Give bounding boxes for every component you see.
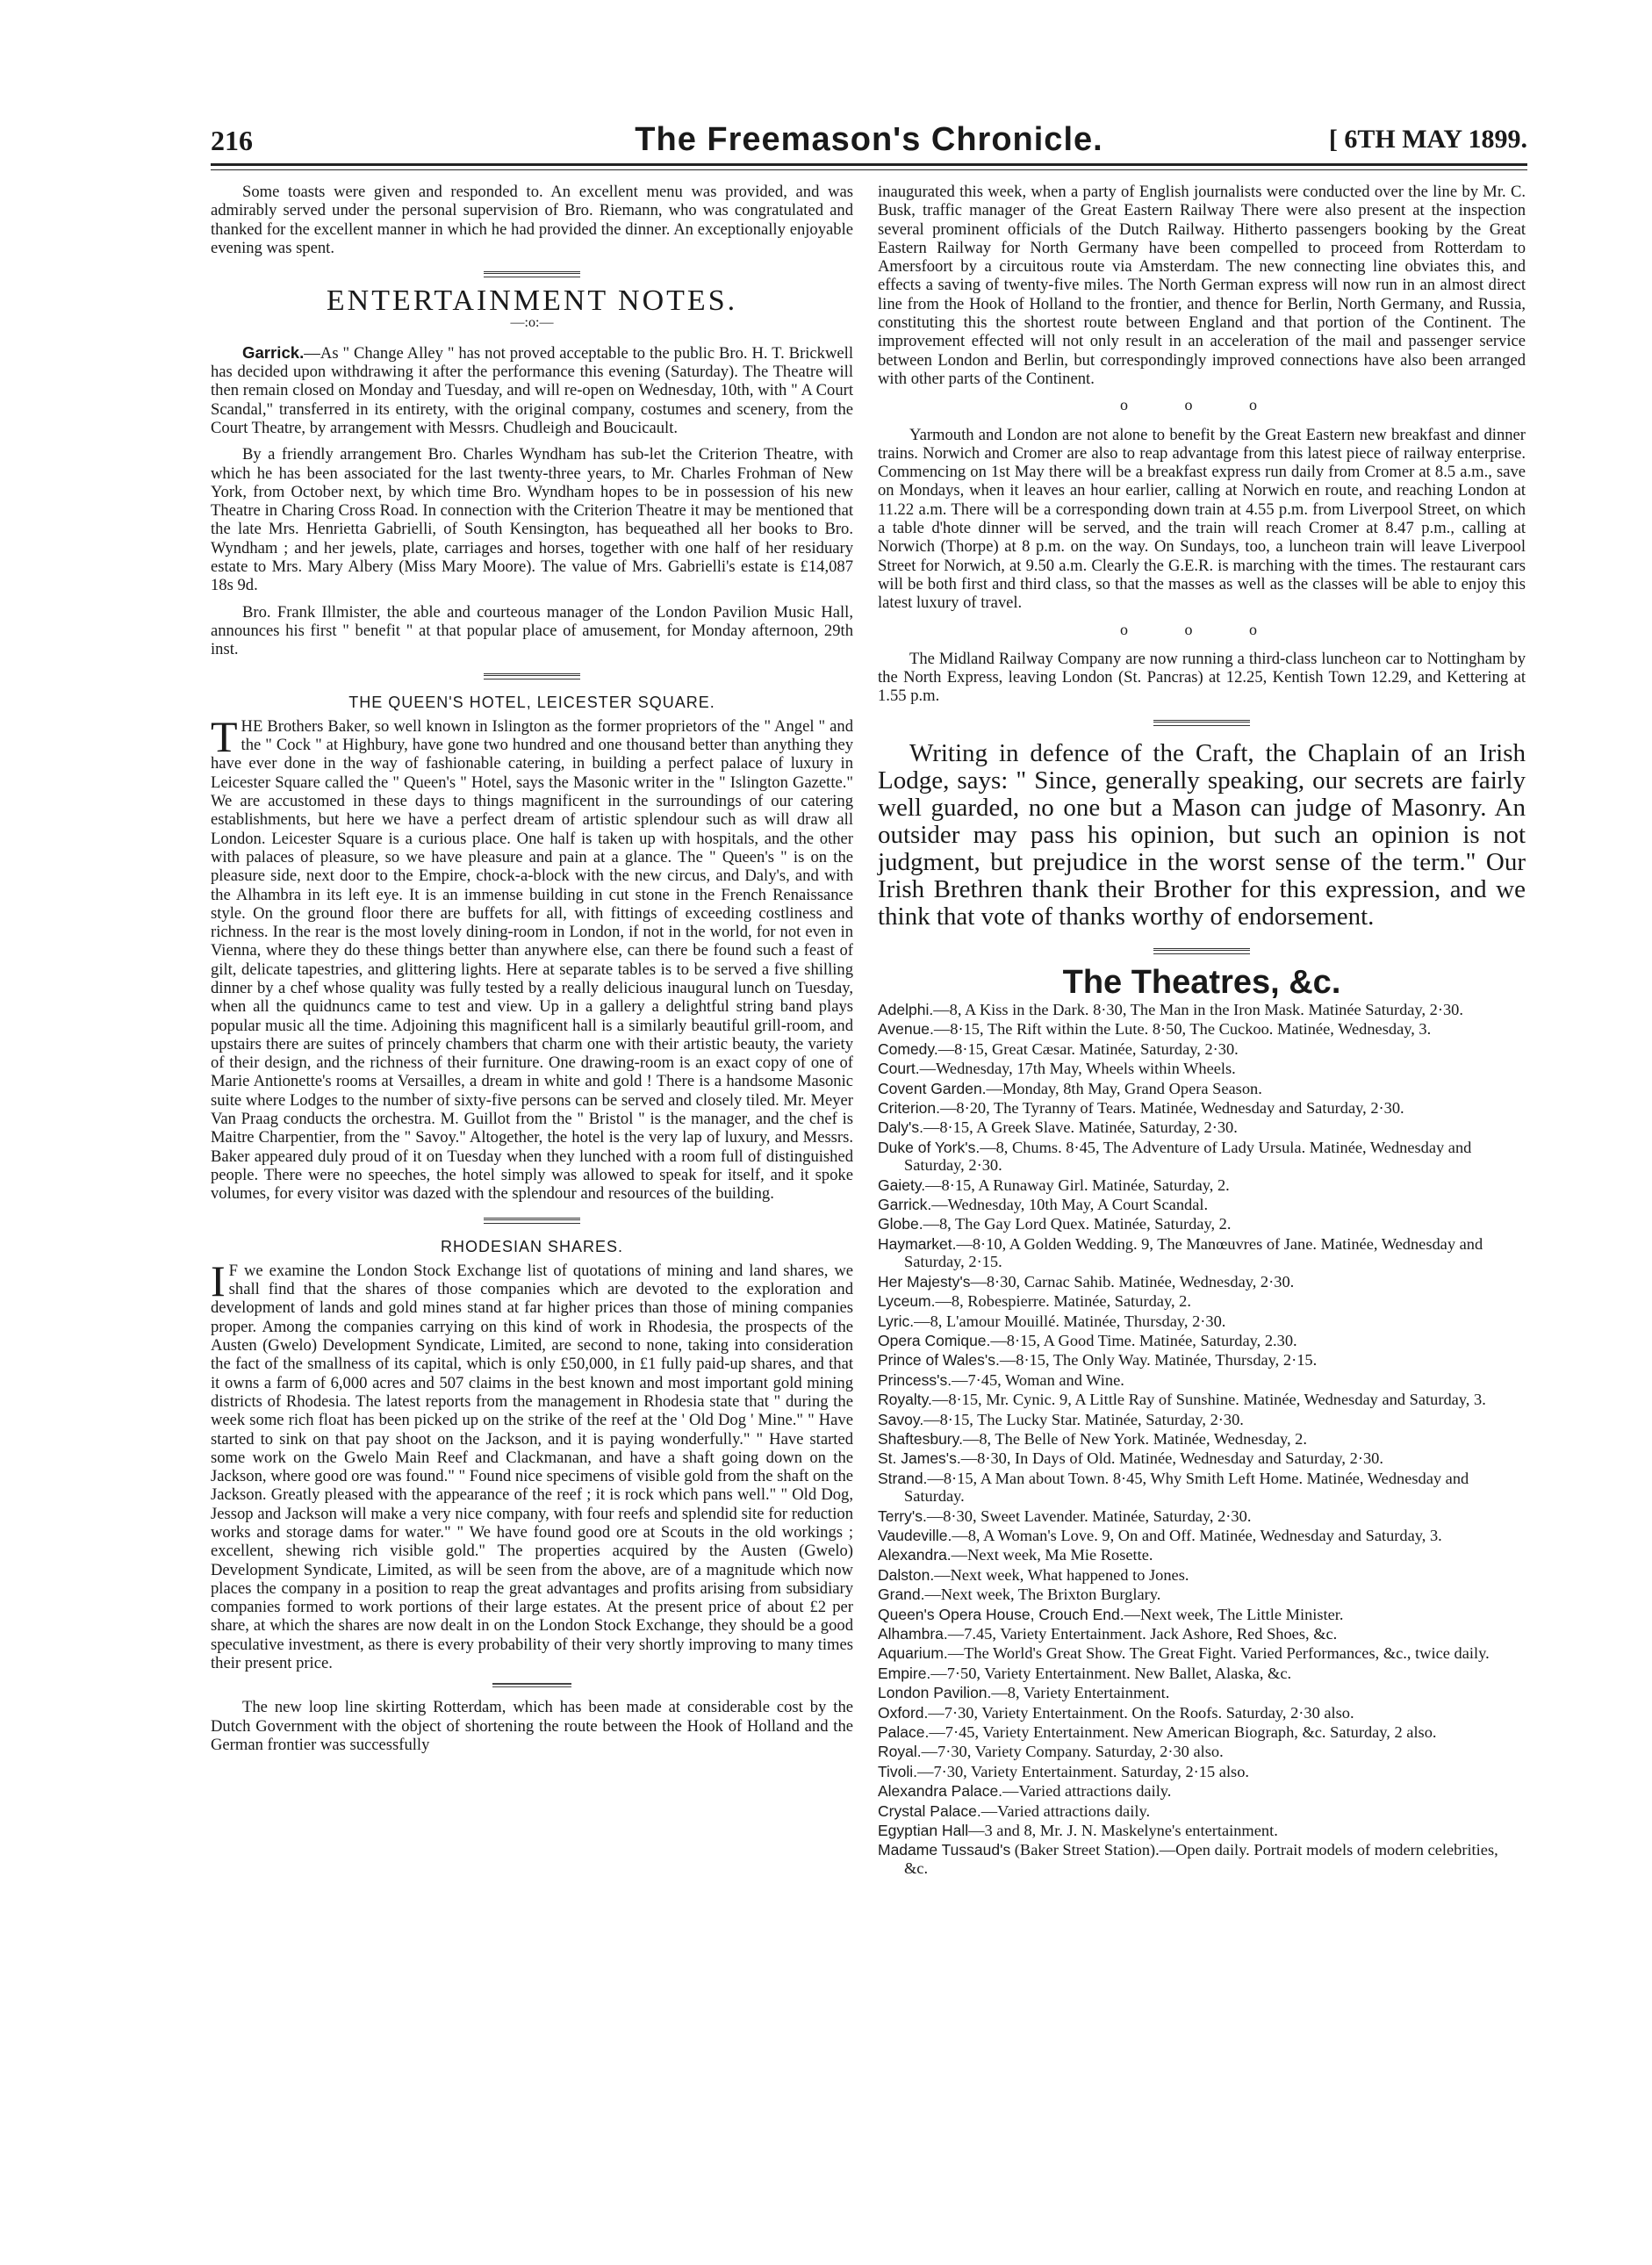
theatre-programme: —7·30, Variety Entertainment. On the Roofs. Saturday, 2·30 also.	[928, 1703, 1354, 1722]
garrick-paragraph	[211, 343, 853, 437]
theatre-listing	[878, 1411, 1526, 1428]
theatre-programme: —8·15, A Good Time. Matinée, Saturday, 2.30.	[990, 1331, 1297, 1349]
theatre-listing	[878, 1644, 1526, 1662]
theatre-name: Royal.	[878, 1743, 922, 1761]
theatre-programme: —8, L'amour Mouillé. Matinée, Thursday, 2·30.	[914, 1312, 1226, 1330]
theatre-listing	[878, 1351, 1526, 1369]
theatre-programme: —8, A Woman's Love. 9, On and Off. Matinée, Wednesday and Saturday, 3.	[952, 1526, 1442, 1544]
theatre-name: Alexandra Palace.	[878, 1782, 1003, 1801]
theatre-programme: —8·15, A Man about Town. 8·45, Why Smith Left Home. Matinée, Wednesday and Saturday.	[904, 1469, 1469, 1506]
section-separator	[1153, 948, 1250, 954]
theatre-programme: —8·10, A Golden Wedding. 9, The Manœuvres of Jane. Matinée, Wednesday and Saturday, 2·15.	[904, 1234, 1483, 1271]
theatre-listing	[878, 1139, 1526, 1175]
theatre-listing	[878, 1020, 1526, 1038]
theatre-name: Palace.	[878, 1723, 930, 1742]
theatre-listing	[878, 1802, 1526, 1820]
section-separator	[1153, 720, 1250, 726]
theatre-programme: (Baker Street Station).—Open daily. Portrait models of modern celebrities, &c.	[904, 1841, 1498, 1877]
theatre-programme: —Wednesday, 10th May, A Court Scandal.	[931, 1196, 1209, 1214]
theatre-listing	[878, 1060, 1526, 1077]
theatre-programme: —8·15, A Greek Slave. Matinée, Saturday, 2·30.	[923, 1118, 1238, 1137]
theatre-listing	[878, 1684, 1526, 1701]
theatre-listing	[878, 1273, 1526, 1291]
theatre-name: Strand.	[878, 1469, 928, 1487]
theatre-programme: —8·20, The Tyranny of Tears. Matinée, Wednesday and Saturday, 2·30.	[940, 1099, 1404, 1118]
theatre-listing	[878, 1371, 1526, 1389]
theatre-listing	[878, 1841, 1526, 1877]
newspaper-title: The Freemason's Chronicle.	[635, 121, 1103, 158]
theatre-programme: —Wednesday, 17th May, Wheels within Wheels.	[919, 1060, 1236, 1078]
theatre-listing	[878, 1546, 1526, 1564]
theatre-programme: —8, The Belle of New York. Matinée, Wednesday, 2.	[962, 1429, 1307, 1448]
theatre-name: Shaftesbury.	[878, 1429, 963, 1448]
theatre-programme: —8·15, The Only Way. Matinée, Thursday, 2·15.	[999, 1351, 1318, 1370]
theatre-programme: —Next week, The Little Minister.	[1124, 1605, 1344, 1623]
section-separator	[484, 271, 580, 277]
theatre-listing	[878, 1665, 1526, 1682]
section-separator	[492, 1683, 571, 1687]
theatre-listing	[878, 1822, 1526, 1839]
theatre-programme: —7·50, Variety Entertainment. New Ballet, Alaska, &c.	[930, 1664, 1292, 1682]
theatre-listing	[878, 1312, 1526, 1330]
theatre-name: Grand.	[878, 1586, 925, 1604]
theatre-name: Globe.	[878, 1215, 923, 1233]
loop-line-paragraph: The new loop line skirting Rotterdam, which has been made at considerable cost by the Dutch Government with the object of shortening the route between the Hook of Holland and the German frontier was successfully	[211, 1698, 853, 1754]
theatre-programme: —8, Robespierre. Matinée, Saturday, 2.	[935, 1292, 1191, 1311]
theatre-name: Gaiety.	[878, 1176, 926, 1194]
theatre-name: Opera Comique.	[878, 1331, 991, 1349]
theatre-name: Queen's Opera House, Crouch End.	[878, 1605, 1124, 1623]
yarmouth-paragraph: Yarmouth and London are not alone to benefit by the Great Eastern new breakfast and dinner trains. Norwich and Cromer are also to reap advantage from this latest piece of railway enterprise. Commencing on 1st May there will be a breakfast express run daily from Cromer at 8.5 a.m., save on Mondays, when it leaves an hour earlier, calling at Norwich en route, and reaching London at 11.22 a.m. There will be a corresponding down train at 4.55 p.m. from Liverpool Street, on which a table d'hote dinner will be served, and the train will reach Cromer at 8.47 p.m., calling at Norwich (Thorpe) at 8 p.m. on the way. On Sundays, too, a luncheon train will leave Liverpool Street for Norwich, at 9.50 a.m. Clearly the G.E.R. is marching with the times. The restaurant cars will be both first and third class, so that the masses as well as the classes will be able to enjoy this latest luxury of travel.	[878, 425, 1526, 613]
theatre-name: Dalston.	[878, 1565, 935, 1584]
ornament-divider: o o o	[1120, 396, 1283, 414]
queens-hotel-heading: THE QUEEN'S HOTEL, LEICESTER SQUARE.	[348, 693, 715, 711]
theatre-listing	[878, 1001, 1526, 1018]
theatre-listing	[878, 1430, 1526, 1448]
theatre-name: Prince of Wales's.	[878, 1351, 1000, 1370]
illmister-paragraph: Bro. Frank Illmister, the able and courteous manager of the London Pavilion Music Hall, announces his first " benefit " at that popular place of amusement, for Monday afternoon, 29th inst.	[211, 602, 853, 659]
header-rule-thin	[211, 169, 1527, 170]
theatres-heading: The Theatres, &c.	[1062, 963, 1341, 1001]
theatre-listing	[878, 1080, 1526, 1097]
theatre-listing	[878, 1196, 1526, 1213]
theatre-name: Princess's.	[878, 1370, 952, 1389]
page-header	[211, 121, 1527, 165]
theatre-name: Her Majesty's	[878, 1272, 971, 1291]
theatre-name: London Pavilion.	[878, 1684, 992, 1702]
theatre-name: Madame Tussaud's	[878, 1841, 1011, 1859]
queens-hotel-article	[211, 711, 853, 1204]
page-number: 216	[211, 125, 253, 156]
theatre-name: Lyceum.	[878, 1292, 936, 1311]
theatre-programme: —8·15, The Lucky Star. Matinée, Saturday, 2·30.	[923, 1410, 1244, 1428]
theatre-listing	[878, 1040, 1526, 1058]
theatre-listing	[878, 1449, 1526, 1467]
theatre-programme: —8·30, In Days of Old. Matinée, Wednesday and Saturday, 2·30.	[960, 1449, 1383, 1468]
theatre-listing	[878, 1625, 1526, 1643]
theatre-listing	[878, 1099, 1526, 1117]
theatre-programme: —8·30, Sweet Lavender. Matinée, Saturday, 2·30.	[926, 1506, 1252, 1525]
theatre-name: Vaudeville.	[878, 1526, 952, 1544]
theatre-programme: —8·15, Mr. Cynic. 9, A Little Ray of Sunshine. Matinée, Wednesday and Saturday, 3.	[931, 1391, 1486, 1409]
theatre-programme: —Monday, 8th May, Grand Opera Season.	[986, 1079, 1262, 1097]
wyndham-paragraph: By a friendly arrangement Bro. Charles Wyndham has sub-let the Criterion Theatre, with which he has been associated for the last twenty-three years, to Mr. Charles Frohman of New York, from October next, by which time Bro. Wyndham hopes to be in possession of his new Theatre in Charing Cross Road. In connection with the Criterion Theatre it may be mentioned that the late Mrs. Henrietta Gabrielli, of South Kensington, has bequeathed all her books to Bro. Wyndham ; and her jewels, plate, carriages and horses, together with one half of her residuary estate to Mrs. Mary Albery (Miss Mary Moore). The value of Mrs. Gabrielli's estate is £14,087 18s 9d.	[211, 445, 853, 595]
theatre-listing	[878, 1176, 1526, 1194]
theatre-listing	[878, 1566, 1526, 1584]
theatre-programme: —7·30, Variety Company. Saturday, 2·30 also.	[921, 1743, 1224, 1761]
theatre-listing	[878, 1332, 1526, 1349]
theatre-listing	[878, 1586, 1526, 1603]
entertainment-notes-heading: ENTERTAINMENT NOTES.	[326, 284, 738, 318]
theatre-name: Alhambra.	[878, 1625, 948, 1643]
theatre-programme: —8·30, Carnac Sahib. Matinée, Wednesday, 2·30.	[970, 1272, 1295, 1291]
theatre-programme: —8, Chums. 8·45, The Adventure of Lady Ursula. Matinée, Wednesday and Saturday, 2·30.	[904, 1138, 1472, 1175]
garrick-text: —As " Change Alley " has not proved acceptable to the public Bro. H. T. Brickwell has decided upon withdrawing it after the performance this evening (Saturday). The Theatre will then remain closed on Monday and Tuesday, and will re-open on Wednesday, 10th, with " A Court Scandal," transferred in its entirety, with the original company, costumes and scenery, from the Court Theatre, by arrangement with Messrs. Chudleigh and Boucicault.	[211, 343, 853, 437]
theatre-programme: —Next week, The Brixton Burglary.	[924, 1586, 1161, 1604]
theatre-programme: —Next week, Ma Mie Rosette.	[951, 1546, 1153, 1564]
theatre-name: Tivoli.	[878, 1762, 918, 1780]
rhodesian-shares-article	[211, 1255, 853, 1673]
theatre-listing	[878, 1606, 1526, 1623]
rhodesian-shares-text: F we examine the London Stock Exchange list of quotations of mining and land shares, we shall find that the shares of those companies which are devoted to the exploration and development of lands and gold mines stand at far higher prices than those of mining companies proper. Among the companies carrying on this kind of work in Rhodesia, the prospects of the Austen (Gwelo) Development Syndicate, Limited, are second to none, taking into consideration the fact of the smallness of its capital, which is only £50,000, in £1 fully paid-up shares, and that it owns a farm of 6,000 acres and 507 claims in the best known and most important gold mining districts of Rhodesia. The latest reports from the management in Rhodesia state that " during the week some rich float has been picked up on the strike of the reef at the ' Old Dog ' Mine." " Have started to sink on that pay shoot on the Jackson, and it is paying wonderfully." " Have started some work on the Gwelo Main Reef and Clackmanan, and have a shaft going down on the Jackson, where good ore was found." " Found nice specimens of visible gold from the shaft on the Jackson. Greatly pleased with the appearance of the reef ; it is rock which pans well." " Old Dog, Jessop and Jackson will make a very nice company, with four reefs and splendid site for reduction works and storage dams for water." " We have found good ore at Scouts in the old workings ; excellent, shewing rich visible gold." The properties acquired by the Austen (Gwelo) Development Syndicate, Limited, as will be seen from the above, are of a magnitude which now places the company in a position to reap the great advantages and profits arising from subsidiary companies formed to work portions of their large estates. At the present price of about £2 per share, at which the shares are now dealt in on the London Stock Exchange, they should be a good speculative investment, as there is every probability of their very shortly improving to many times their present price.	[211, 1261, 853, 1673]
heading-ornament: —:o:—	[510, 315, 554, 331]
theatre-listing	[878, 1763, 1526, 1780]
theatre-programme: —Next week, What happened to Jones.	[934, 1565, 1189, 1584]
theatre-name: Court.	[878, 1060, 920, 1078]
theatre-name: Lyric.	[878, 1312, 915, 1330]
theatre-listing	[878, 1782, 1526, 1800]
theatre-programme: —8·15, Great Cæsar. Matinée, Saturday, 2·30.	[937, 1039, 1239, 1058]
theatre-name: Daly's.	[878, 1118, 923, 1137]
theatre-name: Terry's.	[878, 1506, 927, 1525]
theatre-programme: —7·45, Woman and Wine.	[952, 1370, 1124, 1389]
theatre-programme: —Varied attractions daily.	[980, 1801, 1151, 1820]
section-separator	[484, 673, 580, 680]
queens-hotel-text: HE Brothers Baker, so well known in Islington as the former proprietors of the " Angel " and the " Cock " at Highbury, have gone two hundred and one thousand better than anything they have ever done in the way of fashionable catering, in building a perfect palace of luxury in Leicester Square called the " Queen's " Hotel, says the Masonic writer in the " Islington Gazette." We are accustomed in these days to things magnificent in the surroundings of our catering establishments, but here we have a perfect dream of artistic splendour such as will draw all London. Leicester Square is a curious place. One half is taken up with hospitals, and the other with palaces of pleasure, so we have pleasure and pain at a glance. The " Queen's " is on the pleasure side, next door to the Empire, chock-a-block with the new circus, and Daly's, and with the Alhambra in its left eye. It is an immense building in cut stone in the French Renaissance style. On the ground floor there are buffets for all, with fittings of exceeding costliness and richness. In the rear is the most lovely dining-room in London, if not in the world, for not even in Vienna, where they do these things better than anywhere else, can there be found such a feast of gilt, delicate tapestries, and glittering lights. Here at separate tables is to be served a five shilling dinner by a chef whose quality was fully tested by a really delicious inaugural lunch on Tuesday, when all the quidnuncs came to test and view. Up in a gallery a delightful string band plays popular music all the time. Adjoining this magnificent hall is a similarly beautiful grill-room, and upstairs there are suites of princely chambers that charm one with their artistic beauty, the variety of their design, and the richness of their furniture. One drawing-room is an exact copy of one of Marie Antionette's rooms at Versailles, a dream in white and gold ! There is a handsome Masonic suite where Lodges to the number of sixty-five persons can be served and closely tiled. Mr. Meyer Van Praag conducts the orchestra. M. Guillot from the " Bristol " is the manager, and the chef is Maitre Charpentier, from the " Savoy." Altogether, the hotel is the very lap of luxury, and Messrs. Baker appeared duly proud of it on Tuesday when they lunched with a room full of distinguished people. There were no speeches, the hotel simply was allowed to speak for itself, and it spoke volumes, for every visitor was dazed with the splendour and resources of the building.	[211, 716, 853, 1204]
theatre-listing	[878, 1391, 1526, 1408]
drop-cap: T	[211, 711, 238, 761]
theatre-programme: —3 and 8, Mr. J. N. Maskelyne's entertainment.	[968, 1822, 1278, 1840]
theatre-listing	[878, 1235, 1526, 1271]
theatre-listing	[878, 1292, 1526, 1310]
theatre-programme: —8·15, The Rift within the Lute. 8·50, The Cuckoo. Matinée, Wednesday, 3.	[933, 1020, 1432, 1039]
section-separator	[484, 1218, 580, 1224]
theatre-name: Royalty.	[878, 1391, 932, 1409]
dinner-paragraph: Some toasts were given and responded to. An excellent menu was provided, and was admirably served under the personal supervision of Bro. Riemann, who was congratulated and thanked for the excellent manner in which he had provided the dinner. An exceptionally enjoyable evening was spent.	[211, 183, 853, 257]
theatre-name: Adelphi.	[878, 1001, 934, 1019]
garrick-lead: Garrick.	[242, 342, 305, 362]
theatres-list	[878, 1001, 1526, 1877]
theatre-programme: —7·30, Variety Entertainment. Saturday, 2·15 also.	[917, 1762, 1250, 1780]
theatre-programme: —7.45, Variety Entertainment. Jack Ashore, Red Shoes, &c.	[947, 1625, 1338, 1643]
theatre-programme: —The World's Great Show. The Great Fight. Varied Performances, &c., twice daily.	[947, 1644, 1490, 1663]
theatre-programme: —8·15, A Runaway Girl. Matinée, Saturday, 2.	[925, 1176, 1230, 1194]
ornament-divider: o o o	[1120, 620, 1283, 638]
theatre-name: Comedy.	[878, 1039, 938, 1058]
theatre-programme: —7·45, Variety Entertainment. New American Biograph, &c. Saturday, 2 also.	[929, 1723, 1437, 1742]
theatre-programme: —8, A Kiss in the Dark. 8·30, The Man in the Iron Mask. Matinée Saturday, 2·30.	[933, 1001, 1463, 1019]
theatre-name: Empire.	[878, 1664, 931, 1682]
theatre-listing	[878, 1215, 1526, 1233]
theatre-listing	[878, 1743, 1526, 1760]
theatre-programme: —Varied attractions daily.	[1002, 1782, 1172, 1801]
drop-cap: I	[211, 1255, 226, 1305]
loop-line-continuation: inaugurated this week, when a party of English journalists were conducted over the line by Mr. C. Busk, traffic manager of the Great Eastern Railway There were also present at the inspection several prominent officials of the Dutch Railway. Hitherto passengers booking by the Great Eastern Railway for North Germany have been compelled to proceed from Rotterdam to Amersfoort by a circuitous route via Amsterdam. The new connecting line obviates this, and effects a saving of twenty-five miles. The North German express will now run in an almost direct line from the Hook of Holland to the frontier, and thence for Berlin, North Germany, and Russia, constituting this the shortest route between England and that portion of the Continent. The improvement effected will not only result in an acceleration of the mail and passenger service between London and Berlin, but correspondingly improved connections have also been arranged with other parts of the Continent.	[878, 183, 1526, 388]
theatre-programme: —8, The Gay Lord Quex. Matinée, Saturday, 2.	[923, 1215, 1232, 1233]
theatre-listing	[878, 1527, 1526, 1544]
theatre-name: Oxford.	[878, 1703, 929, 1722]
right-column	[878, 183, 1526, 1879]
theatre-listing	[878, 1507, 1526, 1525]
left-column	[211, 183, 853, 1762]
theatre-name: Alexandra.	[878, 1546, 952, 1564]
irish-lodge-quote: Writing in defence of the Craft, the Chaplain of an Irish Lodge, says: " Since, generally speaking, our secrets are fairly well guarded, no one but a Mason can judge of Masonry. An outsider may pass his opinion, but such an opinion is not judgment, but prejudice in the worst sense of the term." Our Irish Brethren thank their Brother for this expression, and we think that vote of thanks worthy of endorsement.	[878, 738, 1526, 931]
header-rule	[211, 163, 1527, 166]
theatre-listing	[878, 1470, 1526, 1506]
theatre-name: Savoy.	[878, 1410, 924, 1428]
theatre-listing	[878, 1704, 1526, 1722]
midland-paragraph: The Midland Railway Company are now running a third-class luncheon car to Nottingham by the North Express, leaving London (St. Pancras) at 12.25, Kentish Town 12.29, and Kettering at 1.55 p.m.	[878, 649, 1526, 706]
issue-date: [ 6TH MAY 1899.	[1328, 125, 1527, 154]
theatre-listing	[878, 1723, 1526, 1741]
theatre-programme: —8, Variety Entertainment.	[991, 1684, 1170, 1702]
theatre-name: Aquarium.	[878, 1644, 948, 1663]
theatre-name: Criterion.	[878, 1099, 940, 1118]
theatre-name: Crystal Palace.	[878, 1801, 981, 1820]
theatre-name: Garrick.	[878, 1196, 932, 1214]
theatre-name: Covent Garden.	[878, 1079, 987, 1097]
theatre-name: Haymarket.	[878, 1234, 957, 1253]
theatre-name: Egyptian Hall	[878, 1822, 969, 1840]
theatre-name: St. James's.	[878, 1449, 961, 1468]
theatre-listing	[878, 1118, 1526, 1136]
rhodesian-shares-heading: RHODESIAN SHARES.	[440, 1237, 624, 1255]
theatre-name: Avenue.	[878, 1020, 934, 1039]
theatre-name: Duke of York's.	[878, 1138, 980, 1156]
